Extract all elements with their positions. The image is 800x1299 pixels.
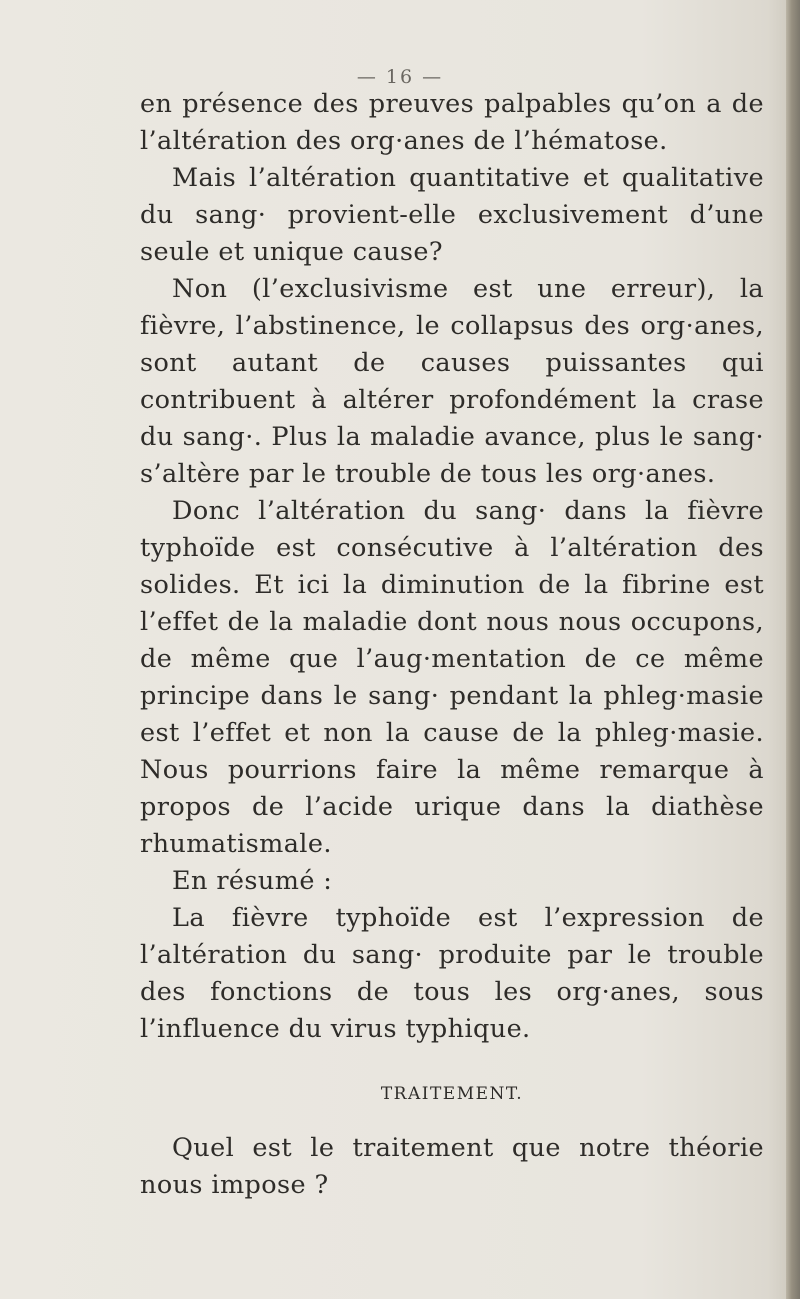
paragraph-summary-label: En résumé : xyxy=(172,866,333,896)
paragraph-question: Mais l’altération quantitative et qualitative du sang· provient-elle exclusivement d’une seule et unique cause? xyxy=(140,163,764,267)
page-number: — 16 — xyxy=(356,66,444,88)
paragraph-summary: La fièvre typhoïde est l’expression de l’altération du sang· produite par le trouble des fonctions de tous les org·anes, sous l’influence du virus typhique. xyxy=(140,903,764,1044)
paragraph-causes: Non (l’exclusivisme est une erreur), la fièvre, l’abstinence, le collapsus des org·anes, sont autant de causes puissantes qui contribuent à altérer profondément la crase du sang·. Plus la maladie avance, plus le sang· s’altère par le trouble de tous les org·anes. xyxy=(140,274,764,489)
page-edge xyxy=(786,0,800,1299)
paragraph-treatment: Quel est le traitement que notre théorie nous impose ? xyxy=(140,1133,764,1200)
paragraph-consequence: Donc l’altération du sang· dans la fièvre typhoïde est consécutive à l’altération des solides. Et ici la diminution de la fibrine est l’effet de la maladie dont nous nous occupons, de même que l’aug·mentation de ce même principe dans le sang· pendant la phleg·masie est l’effet et non la cause de la phleg·masie. Nous pourrions faire la même remarque à propos de l’acide urique dans la diathèse rhumatismale. xyxy=(140,496,764,859)
body-text xyxy=(140,86,764,1204)
paragraph-continuation: en présence des preuves palpables qu’on a de l’altération des org·anes de l’hématose. xyxy=(140,89,764,156)
section-heading: TRAITEMENT. xyxy=(380,1084,524,1104)
